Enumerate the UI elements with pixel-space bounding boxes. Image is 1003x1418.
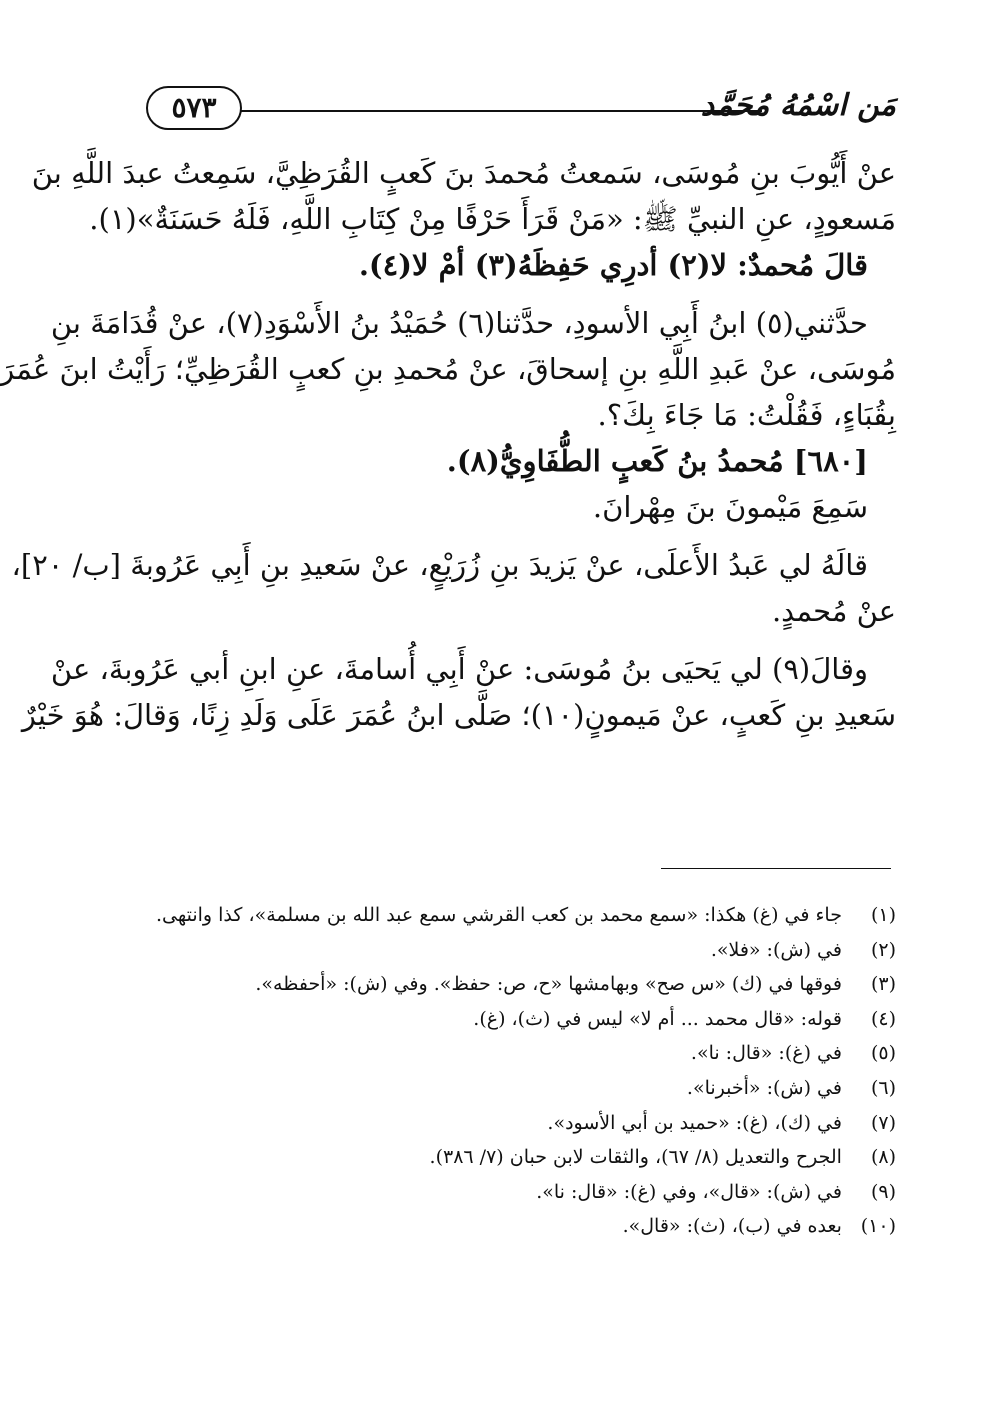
footnote-number: (٣) (870, 973, 896, 996)
footnote-number: (٨) (870, 1146, 896, 1169)
running-header (146, 82, 896, 132)
footnote (146, 1140, 896, 1175)
footnote (146, 967, 896, 1002)
footnote-number: (٢) (870, 938, 896, 961)
text-line: عنْ أَيُّوبَ بنِ مُوسَى، سَمعتُ مُحمدَ بنَ كَعبٍ القُرَظِيَّ، سَمِعتُ عبدَ اللَّهِ بنَ (31, 156, 896, 190)
footnote-text: في (ش): «قال»، وفي (غ): «قال: نا». (536, 1180, 842, 1203)
page-number-badge: ٥٧٣ (146, 86, 242, 130)
header-title: مَن اسْمُهُ مُحَمَّد (700, 88, 896, 123)
footnote-number: (١) (870, 904, 896, 926)
footnote (146, 1071, 896, 1106)
footnote-text: في (ش): «فلا». (710, 938, 842, 961)
footnote-text: في (غ): «قال: نا». (690, 1042, 842, 1065)
footnote (146, 933, 896, 968)
footnote-text: قوله: «قال محمد ... أم لا» ليس في (ث)، (غ). (473, 1007, 842, 1030)
footnotes (146, 898, 896, 1244)
footnote (146, 898, 896, 933)
footnote (146, 1175, 896, 1210)
text-line: قالَ مُحمدٌ: لا(٢) أدرِي حَفِظَهُ(٣) أمْ لا(٤). (358, 248, 868, 282)
footnote-text: بعده في (ب)، (ث): «قال». (622, 1215, 842, 1238)
footnote-number: (١٠) (860, 1215, 896, 1238)
text-line: وقالَ(٩) لي يَحيَى بنُ مُوسَى: عنْ أَبِي أُسامةَ، عنِ ابنِ أبي عَرُوبةَ، عنْ (50, 652, 868, 686)
text-line: عنْ مُحمدٍ. (771, 594, 896, 628)
footnote (146, 1106, 896, 1141)
text-line: بِقُبَاءٍ، فَقُلْتُ: مَا جَاءَ بِكَ؟. (597, 398, 896, 432)
text-line: مَسعودٍ، عنِ النبيِّ ﷺ: «مَنْ قَرَأَ حَرْفًا مِنْ كِتَابِ اللَّهِ، فَلَهُ حَسَنَةٌ»(١). (89, 202, 896, 236)
text-line: قالَهُ لي عَبدُ الأَعلَى، عنْ يَزيدَ بنِ زُرَيْعٍ، عنْ سَعيدِ بنِ أَبِي عَرُوبةَ [ب/ ٢٠]، (11, 548, 868, 582)
main-text (0, 150, 896, 738)
footnote-number: (٧) (870, 1111, 896, 1134)
text-line: سَمِعَ مَيْمونَ بنَ مِهْرانَ. (592, 490, 868, 524)
text-line: سَعيدِ بنِ كَعبٍ، عنْ مَيمونٍ(١٠)؛ صَلَّى ابنُ عُمَرَ عَلَى وَلَدِ زِنًا، وَقالَ: هُوَ خَيْرٌ (21, 698, 896, 732)
text-line: حدَّثني(٥) ابنُ أَبِي الأسودِ، حدَّثنا(٦) حُمَيْدُ بنُ الأَسْوَدِ(٧)، عنْ قُدَامَةَ بنِ (50, 306, 868, 340)
footnote-text: في (ش): «أخبرنا». (686, 1076, 842, 1099)
footnote-text: فوقها في (ك) «س صح» وبهامشها «ح، ص: حفظ». وفي (ش): «أحفظه». (255, 973, 842, 996)
footnote (146, 1209, 896, 1244)
footnote-text: في (ك)، (غ): «حميد بن أبي الأسود». (547, 1111, 842, 1134)
footnote (146, 1002, 896, 1037)
footnote-number: (٥) (870, 1042, 896, 1065)
text-line: مُوسَى، عنْ عَبدِ اللَّهِ بنِ إسحاقَ، عنْ مُحمدِ بنِ كعبٍ القُرَظِيِّ؛ رَأَيْتُ ابنَ عُمَرَ (0, 352, 896, 386)
footnote-text: الجرح والتعديل (٨/ ٦٧)، والثقات لابن حبان (٧/ ٣٨٦). (429, 1146, 842, 1169)
footnote-number: (٤) (870, 1007, 896, 1030)
footnote-number: (٩) (870, 1180, 896, 1203)
entry-heading: [٦٨٠] مُحمدُ بنُ كَعبٍ الطُّفَاوِيُّ(٨). (446, 444, 868, 478)
footnote-separator (661, 868, 891, 869)
header-rule (228, 110, 762, 112)
footnote-number: (٦) (870, 1076, 896, 1099)
footnote-text: جاء في (غ) هكذا: «سمع محمد بن كعب القرشي سمع عبد الله بن مسلمة»، كذا وانتهى. (155, 904, 842, 926)
footnote (146, 1036, 896, 1071)
